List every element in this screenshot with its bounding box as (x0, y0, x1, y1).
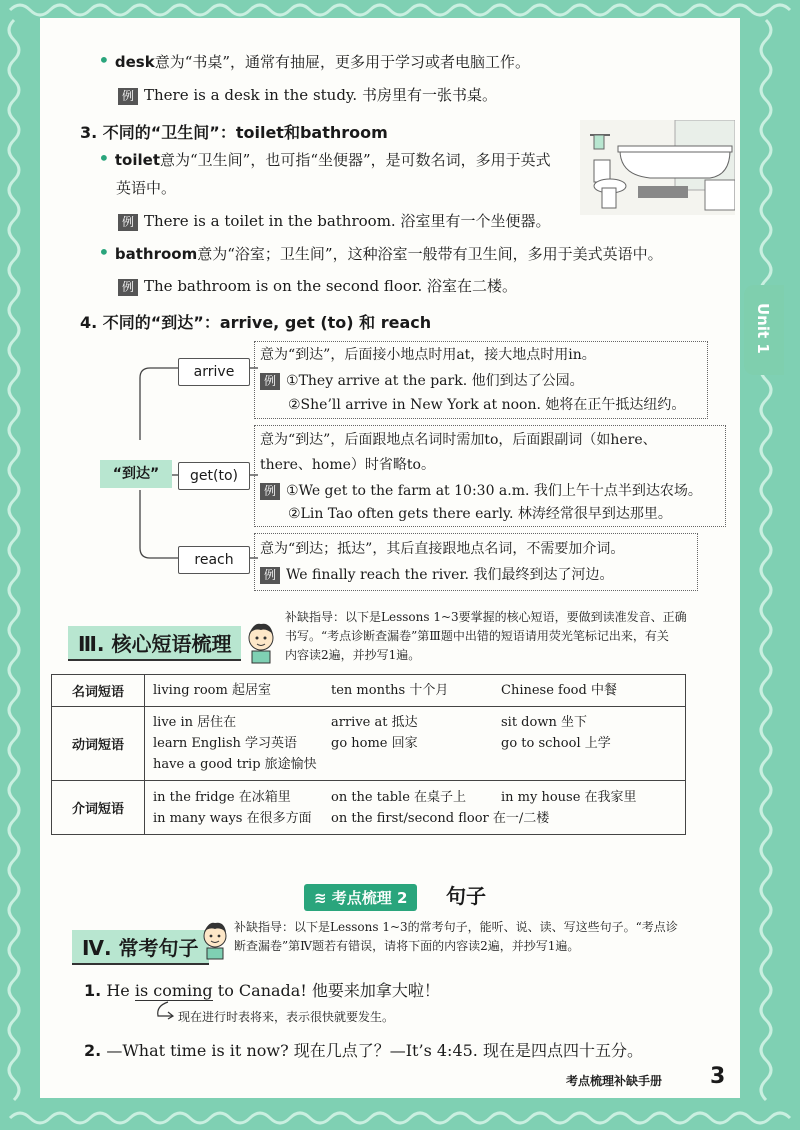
sentence-2-text: —What time is it now? 现在几点了？—It’s 4:45. 现在是四点四十五分。 (106, 1041, 643, 1060)
table-cell (145, 781, 686, 835)
table-row-head: 动词短语 (52, 707, 145, 781)
bullet-icon: • (98, 146, 110, 170)
sentence-1-pre: He (106, 981, 135, 1000)
reach-ex-text: We finally reach the river. 我们最终到达了河边。 (286, 567, 614, 583)
bathroom-desc: 意为“浴室；卫生间”，这种浴室一般带有卫生间，多用于美式英语中。 (197, 245, 663, 263)
table-row (52, 675, 686, 707)
sentence-1-note: 现在进行时表将来，表示很快就要发生。 (178, 1010, 395, 1024)
reach-ex (260, 564, 613, 586)
table-row-head: 介词短语 (52, 781, 145, 835)
section-2-title: 句子 (446, 884, 486, 908)
tip-line: 补缺指导：以下是Lessons 1~3的常考句子，能听、说、读、写这些句子。“考点诊 (234, 920, 678, 934)
phrase-table (51, 674, 686, 835)
tip-line: 内容读2遍，并抄写1遍。 (285, 648, 421, 662)
student-boy-icon (200, 920, 230, 960)
desk-desc: 意为“书桌”，通常有抽屉，更多用于学习或者电脑工作。 (154, 53, 531, 71)
section-4-title-b: arrive, get (to) 和 reach (219, 313, 432, 332)
section-3-title-a: 3. 不同的“卫生间”： (80, 123, 236, 142)
toilet-entry (98, 148, 551, 171)
example-label: 例 (118, 279, 138, 296)
phrase: ten months 十个月 (331, 683, 449, 698)
phrase: have a good trip 旅途愉快 (153, 757, 317, 772)
sentence-1-highlight: is coming (134, 981, 213, 1000)
arrive-desc: 意为“到达”，后面接小地点时用at，接大地点时用in。 (260, 347, 596, 363)
section-iv-tip (234, 918, 678, 956)
mindmap-reach: reach (178, 546, 250, 574)
table-row-head: 名词短语 (52, 675, 145, 707)
phrase: learn English 学习英语 (153, 736, 297, 751)
example-label: 例 (118, 88, 138, 105)
get-desc-2: there、home）时省略to。 (260, 457, 435, 473)
bullet-icon: • (98, 48, 110, 72)
phrase: in my house 在我家里 (501, 789, 637, 805)
desk-entry (98, 50, 530, 73)
desk-example-text: There is a desk in the study. 书房里有一张书桌。 (144, 86, 497, 104)
section-iv-title: Ⅳ. 常考句子 (72, 930, 209, 965)
phrase: in the fridge 在冰箱里 (153, 789, 291, 805)
phrase: in many ways 在很多方面 (153, 810, 312, 826)
phrase: on the table 在桌子上 (331, 789, 467, 805)
toilet-word: toilet (114, 151, 160, 169)
phrase: sit down 坐下 (501, 715, 587, 730)
get-ex1 (260, 480, 702, 502)
section-3-title-b: toilet和bathroom (235, 123, 388, 142)
bathroom-illustration (580, 120, 735, 215)
toilet-desc: 意为“卫生间”，也可指“坐便器”，是可数名词，多用于英式 (160, 151, 551, 169)
example-label: 例 (260, 567, 280, 584)
example-label: 例 (260, 483, 280, 500)
student-boy-icon (244, 620, 278, 664)
table-row (52, 781, 686, 835)
footer-text: 考点梳理补缺手册 (566, 1074, 663, 1088)
bathroom-word: bathroom (114, 245, 198, 263)
toilet-example (118, 210, 550, 232)
sentence-1-post: to Canada! 他要来加拿大啦！ (212, 981, 440, 1000)
get-ex2: ②Lin Tao often gets there early. 林涛经常很早到达那里。 (288, 506, 672, 522)
section-iii-title: Ⅲ. 核心短语梳理 (68, 626, 241, 661)
desk-example (118, 84, 497, 106)
desk-word: desk (114, 53, 155, 71)
phrase: on the first/second floor 在一/二楼 (331, 810, 550, 826)
arrive-ex2: ②She’ll arrive in New York at noon. 她将在正午抵达纽约。 (288, 397, 686, 413)
section-iii-tip (285, 608, 687, 665)
phrase: Chinese food 中餐 (501, 683, 617, 698)
example-label: 例 (260, 373, 280, 390)
unit-tab (744, 285, 784, 375)
phrase: live in 居住在 (153, 715, 237, 730)
sentence-2 (84, 1038, 643, 1061)
tip-line: 补缺指导：以下是Lessons 1~3要掌握的核心短语，要做到读准发音、正确 (285, 610, 687, 624)
table-cell (145, 707, 686, 781)
bathroom-entry (98, 242, 663, 265)
mindmap-arrive: arrive (178, 358, 250, 386)
sentence-number: 1. (84, 981, 102, 1000)
mindmap-get-to: get(to) (178, 462, 250, 490)
section-4-title (80, 310, 431, 333)
tip-line: 断查漏卷”第Ⅳ题若有错误，请将下面的内容读2遍，并抄写1遍。 (234, 939, 580, 953)
phrase: arrive at 抵达 (331, 715, 418, 730)
page-number: 3 (710, 1064, 726, 1089)
toilet-desc-2: 英语中。 (116, 179, 177, 197)
tip-line: 书写。“考点诊断查漏卷”第Ⅲ题中出错的短语请用荧光笔标记出来，有关 (285, 629, 669, 643)
arrive-ex1 (260, 370, 584, 392)
get-ex1-text: ①We get to the farm at 10:30 a.m. 我们上午十点半到达农场。 (286, 483, 702, 499)
mindmap-root: “到达” (100, 460, 172, 488)
phrase: living room 起居室 (153, 683, 271, 698)
note-arrow-icon (150, 1000, 180, 1020)
get-desc-1: 意为“到达”，后面跟地点名词时需加to，后面跟副词（如here、 (260, 432, 657, 448)
table-row (52, 707, 686, 781)
reach-desc: 意为“到达；抵达”，其后直接跟地点名词，不需要加介词。 (260, 541, 625, 557)
example-label: 例 (118, 214, 138, 231)
unit-tab-label: Unit 1 (754, 303, 772, 354)
table-cell (145, 675, 686, 707)
section-2-badge: ≋ 考点梳理 2 (304, 884, 417, 911)
sentence-1 (84, 978, 440, 1001)
bathroom-example-text: The bathroom is on the second floor. 浴室在二楼。 (144, 277, 518, 295)
bathroom-example (118, 275, 517, 297)
sentence-number: 2. (84, 1041, 102, 1060)
section-4-title-a: 4. 不同的“到达”： (80, 313, 220, 332)
bullet-icon: • (98, 240, 110, 264)
section-3-title (80, 120, 388, 143)
phrase: go to school 上学 (501, 736, 611, 751)
arrive-ex1-text: ①They arrive at the park. 他们到达了公园。 (286, 373, 584, 389)
toilet-example-text: There is a toilet in the bathroom. 浴室里有一个坐便器。 (144, 212, 551, 230)
phrase: go home 回家 (331, 736, 418, 751)
